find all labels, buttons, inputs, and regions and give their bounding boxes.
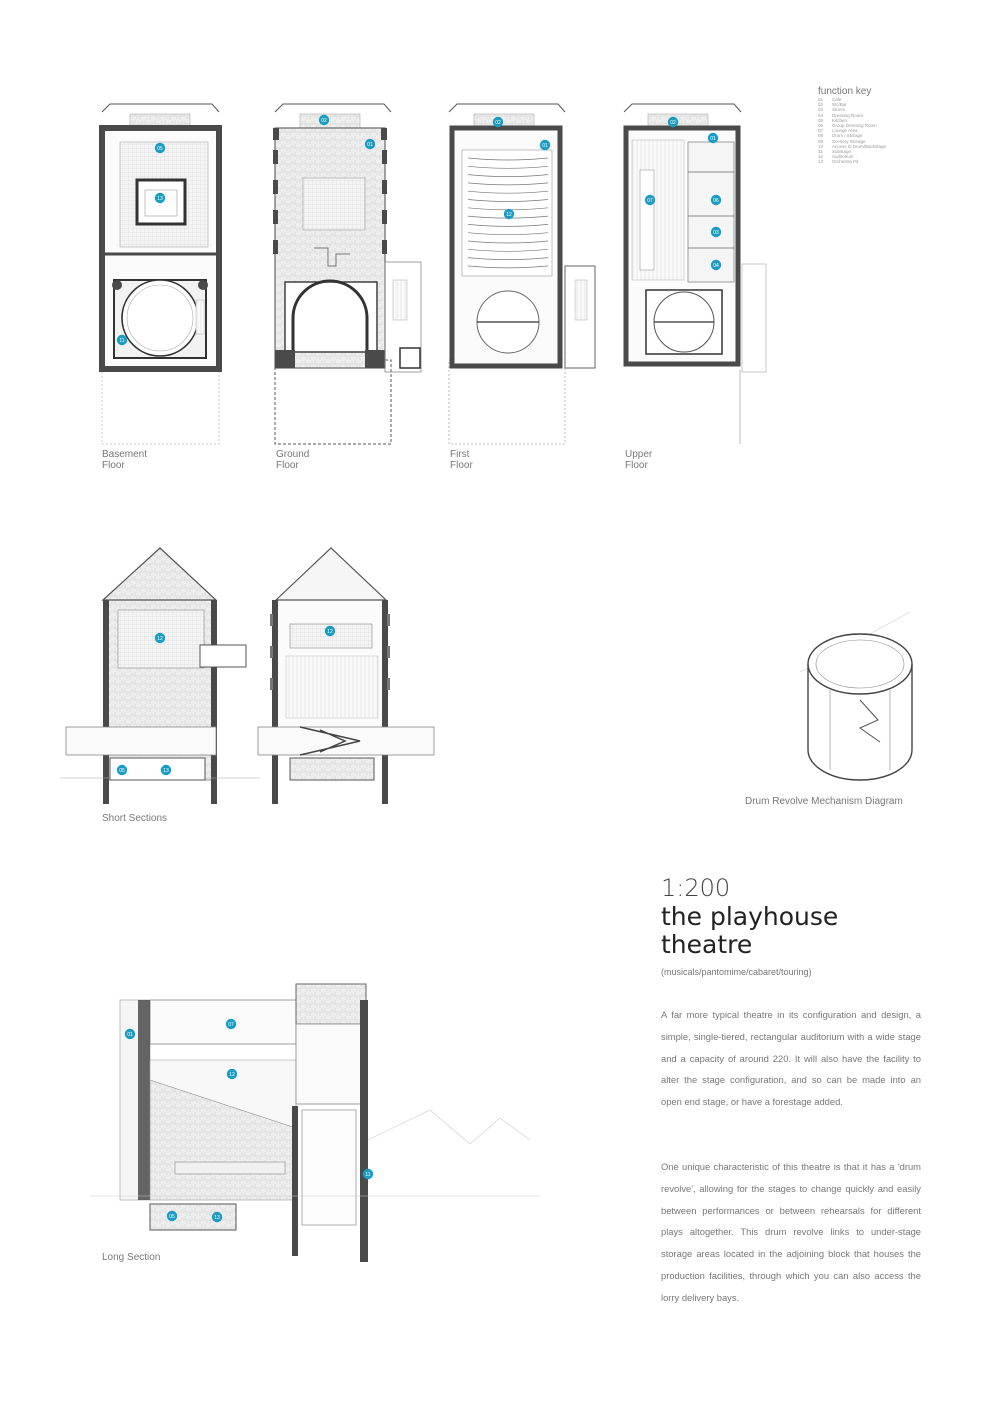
room-badge-label: 02: [495, 119, 501, 126]
function-key: [818, 86, 928, 165]
plan-label-first: First Floor: [450, 449, 473, 471]
function-key-text: Kitchen: [832, 117, 848, 123]
function-key-text: Access to Drum/Backstage: [832, 143, 887, 149]
short-section-1: [60, 548, 260, 804]
room-badge-label: 12: [327, 628, 333, 635]
room-badge-label: 02: [670, 119, 676, 126]
paragraph-2: One unique characteristic of this theatre is that it has a 'drum revolve', allowing for the stages to change quickly and easily between performances or between rehearsals for different plays altogether. This drum revolve links to under-stage storage areas located in the adjoining block that houses the production facilities, through which you can also access the lorry delivery bays.: [661, 1161, 921, 1303]
function-key-text: Cafe: [832, 97, 842, 102]
function-key-number: 09: [818, 138, 824, 144]
room-badge-label: 13: [214, 1214, 220, 1221]
function-key-number: 10: [818, 143, 824, 149]
room-badge-label: 06: [713, 197, 719, 204]
function-key-text: Substage: [832, 149, 852, 155]
room-badge-label: 13: [163, 767, 169, 774]
plan-first: [449, 104, 595, 444]
plan-label-ground: Ground Floor: [276, 449, 310, 471]
room-badge-label: 07: [647, 197, 653, 204]
function-key-number: 12: [818, 154, 824, 160]
function-key-number: 01: [818, 97, 824, 102]
function-key-text: Group Dressing Room: [832, 123, 877, 129]
long-section-label: Long Section: [102, 1252, 161, 1263]
function-key-text: Auditorium: [832, 154, 854, 160]
room-badge-label: 12: [229, 1071, 235, 1078]
room-badge-label: 01: [367, 141, 373, 148]
room-badge-label: 03: [713, 229, 719, 236]
function-key-text: Dressing Room: [832, 112, 864, 118]
plan-upper: [624, 104, 766, 444]
function-key-text: Lounge Area: [832, 128, 858, 134]
room-badge-label: 01: [127, 1031, 133, 1038]
room-badge-label: 02: [321, 117, 327, 124]
room-badge-label: 11: [119, 337, 125, 344]
room-badge-label: 12: [157, 635, 163, 642]
function-key-number: 11: [818, 149, 823, 155]
function-key-text: Orchestra Pit: [832, 159, 859, 165]
plan-ground: [273, 104, 421, 444]
short-section-2: [258, 548, 434, 804]
room-badge-label: 04: [713, 262, 719, 269]
page-subtitle: (musicals/pantomime/cabaret/touring): [661, 967, 812, 977]
function-key-text: Wc/Bar: [832, 102, 847, 108]
room-badge-label: 05: [157, 145, 163, 152]
function-key-title: function key: [818, 86, 872, 97]
function-key-number: 05: [818, 117, 824, 123]
drum-diagram-label: Drum Revolve Mechanism Diagram: [745, 796, 903, 807]
plan-label-basement: Basement Floor: [102, 449, 148, 471]
function-key-number: 13: [818, 159, 824, 165]
room-badge-label: 05: [119, 767, 125, 774]
function-key-number: 06: [818, 123, 824, 129]
function-key-text: Drum / Storage: [832, 133, 863, 139]
function-key-text: Scenery Storage: [832, 138, 866, 144]
function-key-number: 08: [818, 133, 824, 139]
function-key-number: 03: [818, 107, 824, 113]
long-section: [90, 984, 540, 1262]
room-badge-label: 05: [169, 1213, 175, 1220]
function-key-item: [818, 159, 928, 164]
room-badge-label: 01: [542, 142, 548, 149]
room-badge-label: 07: [228, 1021, 234, 1028]
room-badge-label: 01: [710, 135, 716, 142]
function-key-number: 07: [818, 128, 824, 134]
room-badge-label: 12: [506, 211, 512, 218]
scale-label: 1:200: [661, 874, 731, 902]
page-title: the playhouse theatre: [661, 902, 839, 959]
room-badge-label: 11: [365, 1171, 371, 1178]
function-key-list: [818, 97, 928, 165]
function-key-number: 04: [818, 112, 824, 118]
function-key-text: Stores: [832, 107, 846, 113]
room-badge-label: 13: [157, 195, 163, 202]
plan-basement: [102, 104, 219, 444]
drum-diagram: [800, 612, 912, 780]
function-key-number: 02: [818, 102, 824, 108]
short-sections-label: Short Sections: [102, 813, 168, 824]
plan-label-upper: Upper Floor: [625, 449, 653, 471]
paragraph-1: A far more typical theatre in its configuration and design, a simple, single-tiered, rectangular auditorium with a wide stage and a capacity of around 220. It will also have the facility to alter the stage configuration, and so can be made into an open end stage, or have a forestage added.: [661, 1009, 921, 1108]
